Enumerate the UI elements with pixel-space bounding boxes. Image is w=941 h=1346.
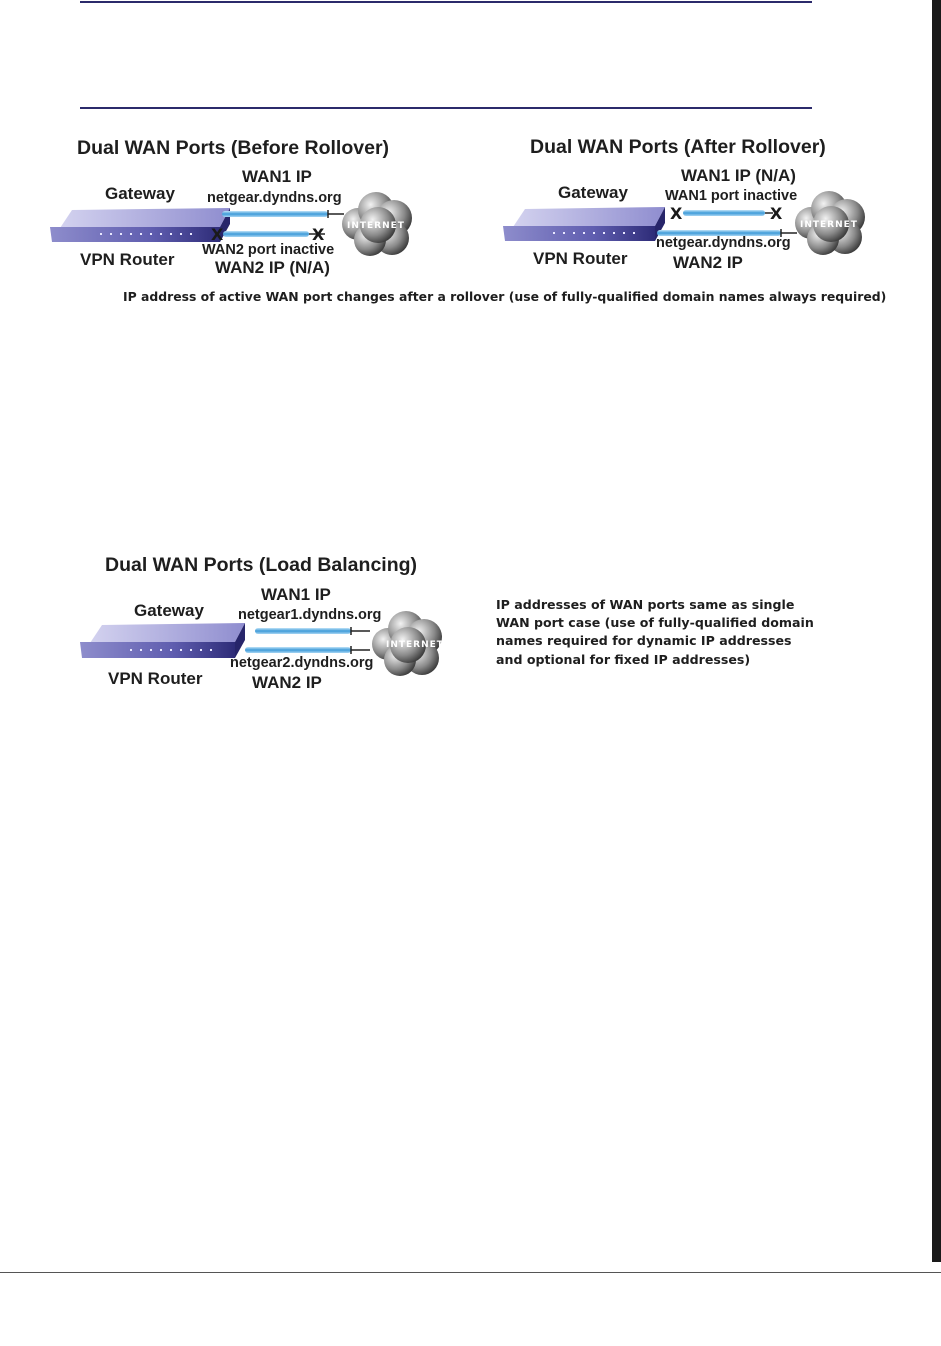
rollover-caption: IP address of active WAN port changes after a rollover (use of fully-qualified domain names always required) [123,289,887,304]
x-mark-icon: X [211,225,224,244]
gateway-label: Gateway [558,183,628,202]
wan1-domain-label: netgear1.dyndns.org [238,607,382,623]
wan1-ip-label: WAN1 IP [261,585,331,604]
internet-label: INTERNET [386,640,444,650]
wan2-link [245,646,370,654]
figure-title: Dual WAN Ports (Before Rollover) [77,137,390,159]
wan2-ip-label: WAN2 IP [252,673,322,692]
diagram-load-balancing [70,547,470,697]
x-mark-icon: X [670,204,683,223]
load-balancing-note [496,596,826,669]
router-icon [50,208,230,242]
note-line: names required for dynamic IP addresses [496,633,792,649]
wan1-domain-label: netgear.dyndns.org [207,190,342,206]
footer-rule [0,1272,941,1273]
header-rule-bottom [80,107,812,109]
wan2-domain-label: netgear2.dyndns.org [230,655,374,671]
internet-label: INTERNET [347,221,405,231]
gateway-label: Gateway [134,601,204,620]
gateway-label: Gateway [105,184,175,203]
router-label: VPN Router [108,669,203,688]
wan2-domain-label: netgear.dyndns.org [656,235,791,251]
note-line: WAN port case (use of fully-qualified domain [496,615,814,631]
router-icon [80,623,245,658]
internet-label: INTERNET [800,220,858,230]
figure-title: Dual WAN Ports (Load Balancing) [105,554,418,576]
header-rule-top [80,1,812,3]
wan2-ip-label: WAN2 IP [673,253,743,272]
side-tab-bar [932,0,941,1262]
router-label: VPN Router [533,249,628,268]
wan1-link [222,210,344,218]
wan2-link [223,231,325,237]
x-mark-icon: X [770,204,783,223]
figure-title: Dual WAN Ports (After Rollover) [530,136,826,158]
x-mark-icon: X [312,225,325,244]
wan1-status-label: WAN1 port inactive [665,188,798,204]
router-label: VPN Router [80,250,175,269]
wan1-ip-label: WAN1 IP (N/A) [681,166,796,185]
diagram-after-rollover [493,129,893,279]
router-icon [503,207,665,241]
note-line: and optional for fixed IP addresses) [496,651,751,667]
wan1-link [683,210,773,216]
wan1-link [255,627,370,635]
diagram-before-rollover [40,130,440,280]
note-line: IP addresses of WAN ports same as single [496,597,795,612]
wan2-status-label: WAN2 port inactive [202,242,335,258]
wan1-ip-label: WAN1 IP [242,167,312,186]
wan2-ip-label: WAN2 IP (N/A) [215,258,330,277]
